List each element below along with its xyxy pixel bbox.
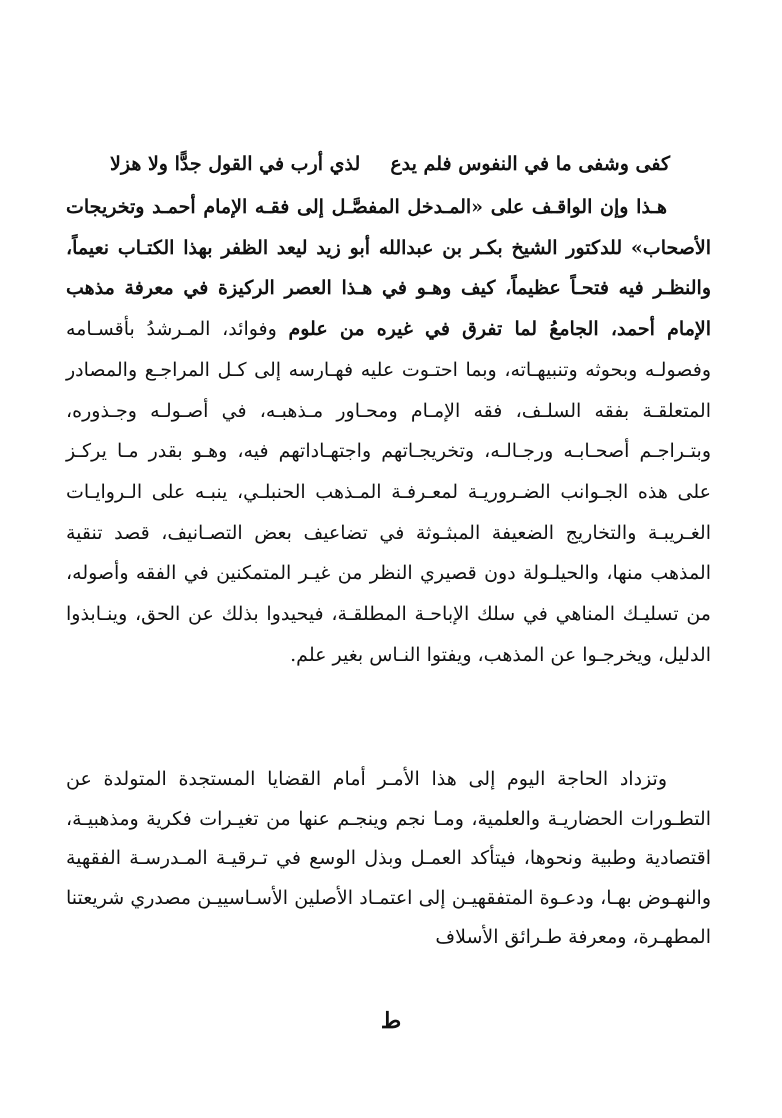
paragraph-need: [66, 760, 711, 958]
page-number: ط: [380, 1008, 402, 1034]
paragraph-intro: [66, 187, 711, 675]
poem-first-hemistich: كفى وشفى ما في النفوس فلم يدع: [390, 153, 670, 175]
poem-second-hemistich: لذي أرب في القول جدًّا ولا هزلا: [110, 153, 361, 175]
paragraph-body: وتزداد الحاجة اليوم إلى هذا الأمـر أمام القضايا المستجدة المتولدة عن التطـورات الحضاريـة والعلمية، ومـا نجم وينجـم عنها من تغيـرات فكرية ومذهبيـة، اقتصادية وطبية ونحوها، فيتأكد العمـل وبذل الوسع في تـرقيـة المـدرسـة الفقهية والنهـوض بهـا، ودعـوة المتفقهيـن إلى اعتمـاد الأصلين الأسـاسييـن مصدري شريعتنا المطهـرة، ومعرفة طـرائق الأسلاف: [66, 768, 711, 949]
paragraph-body: وفوائد، المـرشدُ بأقسـامه وفصولـه وبحوثه وتنبيهـاته، وبما احتـوت عليه فهـارسه إلى كـل المراجـع والمصادر المتعلقـة بفقه السلـف، فقه الإمـام ومحـاور مـذهبـه، في أصـولـه وجـذوره، وبتـراجـم أصحـابـه ورجـالـه، وتخريجـاتهم واجتهـاداتهم فيه، وهـو بقدر مـا يركـز على هذه الجـوانب الضـروريـة لمعـرفـة المـذهب الحنبلـي، ينبـه على الـروايـات الغـريبـة والتخاريج الضعيفة المبثـوثة في تضاعيف بعض التصـانيف، قصد تنقية المذهب منها، والحيلـولة دون قصيري النظر من غيـر المتمكنين في الفقه وأصوله، من تسليـك المناهي في سلك الإباحـة المطلقـة، فيحيدوا بذلك عن الحق، وينـابذوا الدليل، ويخرجـوا عن المذهب، ويفتوا النـاس بغير علم.: [66, 318, 711, 666]
paragraph-bold-lead: هـذا وإن الواقـف على «المـدخل المفصَّـل إلى فقـه الإمام أحمـد وتخريجات الأصحاب» للدكتور الشيخ بكـر بن عبدالله أبو زيد ليعد الظفر بهذا الكتـاب نعيماً، والنظـر فيه فتحـاً عظيماً، كيف وهـو في هـذا العصر الركيزة في معرفة مذهب الإمام أحمد، الجامعُ لما تفرق في غيره من علوم: [66, 196, 711, 341]
poem-verse: [110, 144, 670, 184]
